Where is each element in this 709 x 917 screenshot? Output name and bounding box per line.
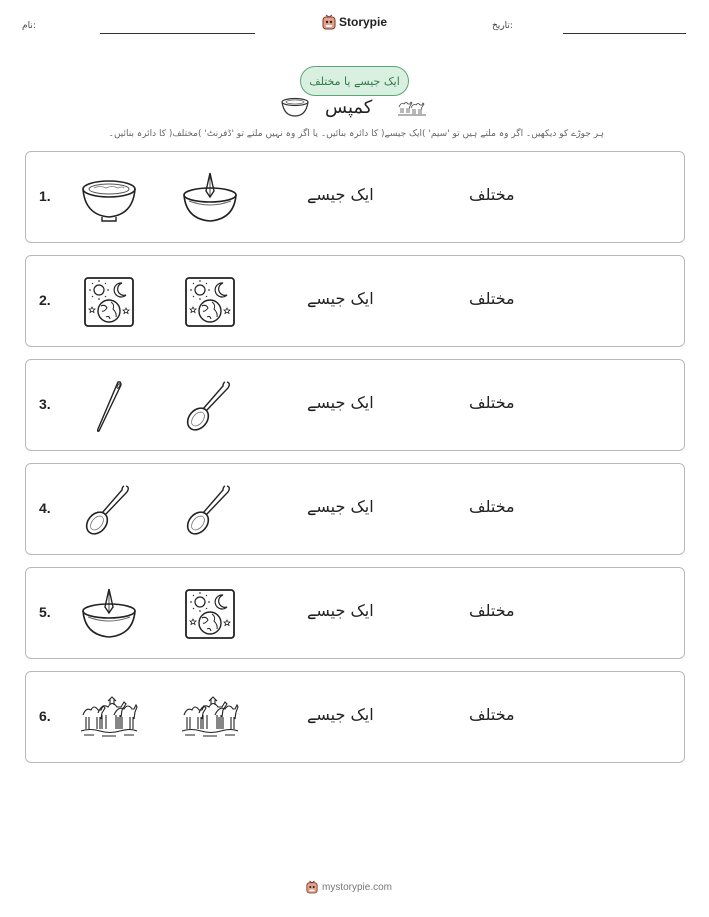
left-image	[80, 587, 138, 641]
option-different[interactable]: مختلف	[469, 289, 515, 308]
question-card-1	[25, 151, 685, 243]
right-image	[181, 587, 239, 641]
question-number: 6.	[39, 708, 51, 724]
option-same[interactable]: ایک جیسے	[307, 601, 374, 620]
right-image	[181, 275, 239, 329]
space-icon	[181, 587, 239, 641]
spoon-icon	[80, 483, 138, 537]
space-icon	[80, 275, 138, 329]
footer-site[interactable]: mystorypie.com	[322, 881, 393, 893]
bowl-icon	[280, 97, 310, 119]
brand-name: Storypie	[339, 15, 388, 29]
storypie-mascot-icon	[322, 14, 336, 30]
right-image	[181, 483, 239, 537]
question-card-6	[25, 671, 685, 763]
date-label: تاریخ:	[492, 21, 513, 31]
question-card-5	[25, 567, 685, 659]
instructions: ہر جوڑے کو دیکھیں۔ اگر وہ ملتے ہیں تو 'سیم' )ایک جیسے( کا دائرہ بنائیں۔ یا اگر وہ نہیں ملتے تو 'ڈفرنٹ' )مختلف( کا دائرہ بنائیں۔	[108, 129, 604, 139]
compass-icon	[181, 171, 239, 225]
question-number: 4.	[39, 500, 51, 516]
left-image	[80, 171, 138, 225]
right-image	[181, 691, 239, 745]
camels-icon	[181, 691, 239, 745]
question-number: 5.	[39, 604, 51, 620]
option-same[interactable]: ایک جیسے	[307, 497, 374, 516]
question-number: 1.	[39, 188, 51, 204]
spoon-icon	[181, 379, 239, 433]
topic-title: کمپس	[325, 97, 373, 118]
question-number: 3.	[39, 396, 51, 412]
left-image	[80, 275, 138, 329]
name-label: نام:	[22, 21, 36, 31]
needle-icon	[80, 379, 138, 433]
option-same[interactable]: ایک جیسے	[307, 705, 374, 724]
option-different[interactable]: مختلف	[469, 497, 515, 516]
option-same[interactable]: ایک جیسے	[307, 393, 374, 412]
question-number: 2.	[39, 292, 51, 308]
right-image	[181, 171, 239, 225]
option-different[interactable]: مختلف	[469, 393, 515, 412]
camels-icon	[80, 691, 138, 745]
date-line[interactable]	[563, 33, 686, 34]
spoon-icon	[181, 483, 239, 537]
left-image	[80, 483, 138, 537]
topic-heading	[280, 97, 430, 123]
left-image	[80, 379, 138, 433]
right-image	[181, 379, 239, 433]
bowl-icon	[80, 171, 138, 225]
question-card-2	[25, 255, 685, 347]
left-image	[80, 691, 138, 745]
option-different[interactable]: مختلف	[469, 705, 515, 724]
worksheet-type-pill: ایک جیسے یا مختلف	[300, 66, 409, 96]
storypie-mascot-icon	[306, 880, 318, 894]
option-same[interactable]: ایک جیسے	[307, 185, 374, 204]
space-icon	[181, 275, 239, 329]
footer	[306, 880, 392, 894]
camels-icon	[395, 97, 429, 117]
name-line[interactable]	[100, 33, 255, 34]
option-same[interactable]: ایک جیسے	[307, 289, 374, 308]
question-card-4	[25, 463, 685, 555]
option-different[interactable]: مختلف	[469, 185, 515, 204]
question-card-3	[25, 359, 685, 451]
compass-icon	[80, 587, 138, 641]
option-different[interactable]: مختلف	[469, 601, 515, 620]
brand-logo	[322, 14, 387, 30]
